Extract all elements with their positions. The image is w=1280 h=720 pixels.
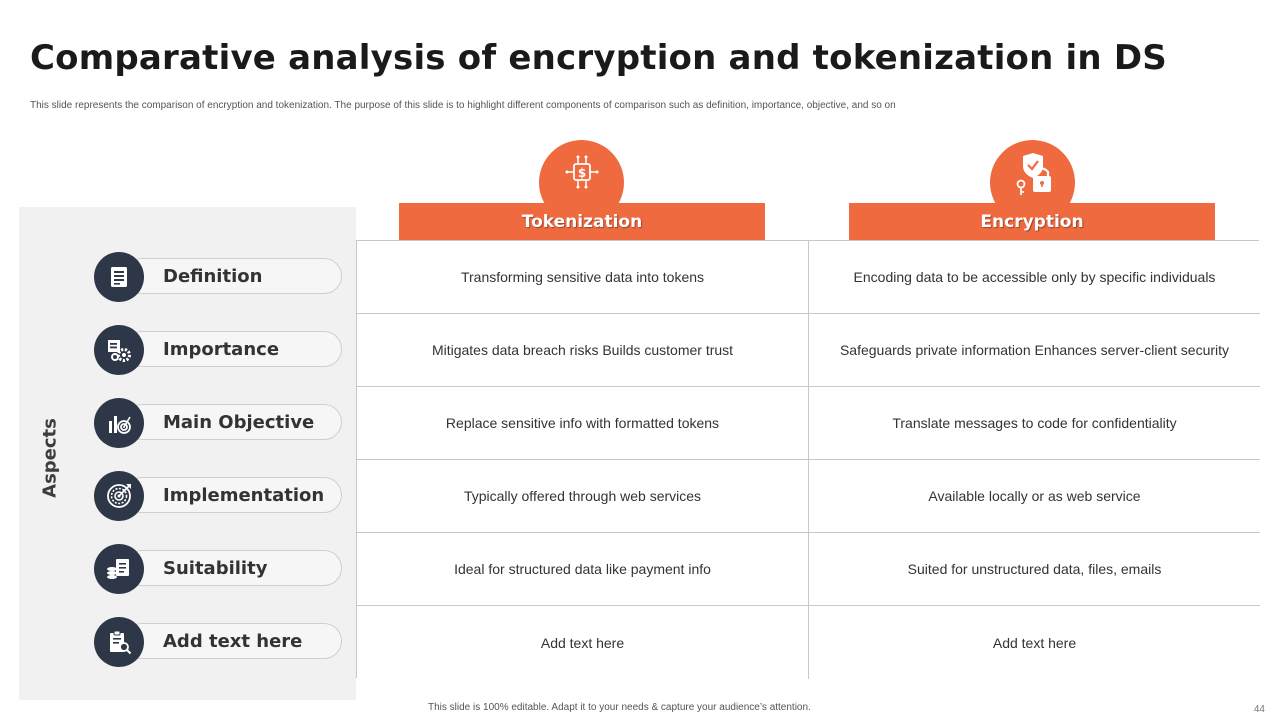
aspects-label: Aspects [39,418,61,498]
aspect-label: Definition [163,266,263,287]
target-arrow-icon [94,471,144,521]
slide-footer: This slide is 100% editable. Adapt it to your needs & capture your audience’s attention. [428,702,811,713]
table-cell-encryption: Add text here [809,606,1260,679]
coins-checklist-icon [94,544,144,594]
table-cell-tokenization: Ideal for structured data like payment info [357,533,809,606]
page-title: Comparative analysis of encryption and tokenization in DS [30,38,1167,78]
table-cell-tokenization: Mitigates data breach risks Builds customer trust [357,314,809,387]
table-cell-encryption: Encoding data to be accessible only by specific individuals [809,241,1260,314]
clipboard-search-icon [94,617,144,667]
aspect-label: Importance [163,339,280,360]
table-cell-encryption: Available locally or as web service [809,460,1260,533]
column-header-tokenization: Tokenization [399,203,765,240]
aspect-row-suitability [94,544,344,594]
aspect-label: Add text here [163,631,303,652]
chart-target-icon [94,398,144,448]
table-cell-encryption: Safeguards private information Enhances server-client security [809,314,1260,387]
table-cell-tokenization: Add text here [357,606,809,679]
aspect-row-main-objective [94,398,344,448]
table-cell-tokenization: Typically offered through web services [357,460,809,533]
aspect-row-implementation [94,471,344,521]
aspect-row-importance [94,325,344,375]
comparison-table [356,240,1259,678]
table-cell-tokenization: Transforming sensitive data into tokens [357,241,809,314]
page-number: 44 [1253,704,1265,715]
document-icon [94,252,144,302]
aspect-row-add-text [94,617,344,667]
column-header-encryption: Encryption [849,203,1215,240]
table-cell-tokenization: Replace sensitive info with formatted tokens [357,387,809,460]
aspect-row-definition [94,252,344,302]
slide-description: This slide represents the comparison of encryption and tokenization. The purpose of this slide is to highlight different components of comparison such as definition, importance, objective, and so on [30,100,896,111]
aspect-label: Suitability [163,558,268,579]
table-cell-encryption: Translate messages to code for confidentiality [809,387,1260,460]
aspect-label: Implementation [163,485,325,506]
svg-text:$: $ [577,166,586,180]
aspect-label: Main Objective [163,412,315,433]
gears-icon [94,325,144,375]
table-cell-encryption: Suited for unstructured data, files, emails [809,533,1260,606]
